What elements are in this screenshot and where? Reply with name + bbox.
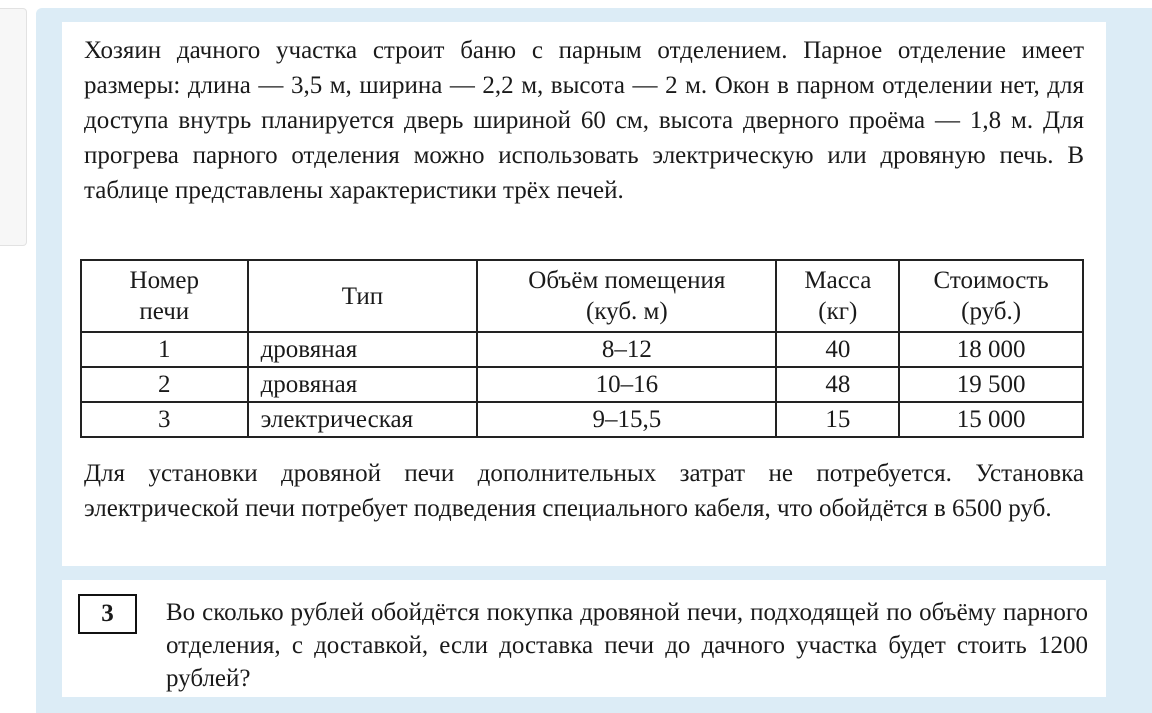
table-row bbox=[81, 367, 1083, 402]
problem-intro: Хозяин дачного участка строит баню с парным отделением. Парное отделение имеет размеры: длина — 3,5 м, ширина — 2,2 м, высота — 2 м. Окон в парном отделении нет, для доступа внутрь планируется дверь шириной 60 см, высота дверного проёма — 1,8 м. Для прогрева парного отделения можно использовать электрическую или дровяную печь. В таблице представлены характеристики трёх печей. bbox=[84, 37, 1084, 204]
table-row bbox=[81, 332, 1083, 367]
cell-cost: 18 000 bbox=[899, 332, 1083, 367]
header-mass: Масса (кг) bbox=[776, 260, 899, 332]
cell-number: 3 bbox=[81, 402, 248, 437]
question-text: Во сколько рублей обойдётся покупка дровяной печи, подходящей по объёму парного отделения, с доставкой, если доставка печи до дачного участка будет стоить 1200 рублей? bbox=[166, 599, 1088, 692]
cell-type: дровяная bbox=[248, 367, 478, 402]
cell-cost: 19 500 bbox=[899, 367, 1083, 402]
question-number-box: 3 bbox=[78, 594, 137, 634]
cell-number: 2 bbox=[81, 367, 248, 402]
cell-number: 1 bbox=[81, 332, 248, 367]
header-number: Номер печи bbox=[81, 260, 248, 332]
problem-note: Для установки дровяной печи дополнительных затрат не потребуется. Установка электрической печи потребует подведения специального кабеля, что обойдётся в 6500 руб. bbox=[84, 460, 1084, 522]
cell-type: электрическая bbox=[248, 402, 478, 437]
table-row bbox=[81, 402, 1083, 437]
header-volume: Объём помещения (куб. м) bbox=[477, 260, 776, 332]
header-type: Тип bbox=[248, 260, 478, 332]
cell-volume: 9–15,5 bbox=[477, 402, 776, 437]
cell-volume: 10–16 bbox=[477, 367, 776, 402]
cell-mass: 15 bbox=[776, 402, 899, 437]
cell-volume: 8–12 bbox=[477, 332, 776, 367]
cell-mass: 48 bbox=[776, 367, 899, 402]
cell-cost: 15 000 bbox=[899, 402, 1083, 437]
stove-table bbox=[80, 259, 1084, 438]
table-header-row bbox=[81, 260, 1083, 332]
cell-type: дровяная bbox=[248, 332, 478, 367]
side-panel-stub bbox=[0, 8, 27, 246]
header-cost: Стоимость (руб.) bbox=[899, 260, 1083, 332]
cell-mass: 40 bbox=[776, 332, 899, 367]
